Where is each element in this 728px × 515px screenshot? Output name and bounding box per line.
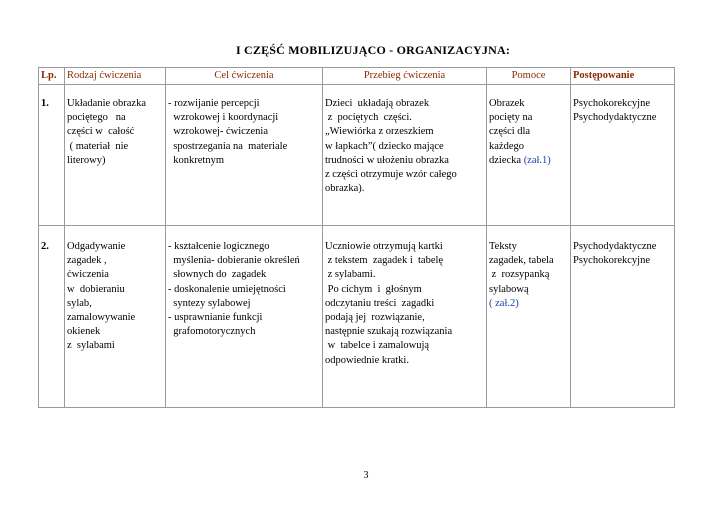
cell-text-line: Obrazek [489,98,525,109]
cell-text-line: pociętego na [67,112,126,124]
cell-text-line [489,154,568,168]
cell-text-line: podają jej rozwiązanie, [325,312,425,324]
cell-przebieg [323,85,487,226]
cell-text-line: Po cichym i głośnym [325,283,422,295]
cell-text-line: wzrokowej i koordynacji [168,112,279,124]
table-row [39,85,675,226]
cell-text-line: Układanie obrazka [67,98,147,109]
cell-text-fragment: dziecka [489,154,524,166]
row-number: 2. [41,241,49,252]
cell-text-line: Dzieci układają obrazek [325,98,430,109]
cell-cel [166,226,323,408]
cell-text-line: w tabelce i zamalowują [325,340,430,352]
cell-text-line: Psychodydaktyczne [573,241,657,252]
cell-text-line: Psychokorekcyjne [573,98,650,109]
cell-text-line: z rozsypanką [489,269,550,281]
cell-text-line: ćwiczenia [67,269,109,281]
cell-text-line: części dla [489,126,531,138]
cell-text-line: trudności w ułożeniu obrazka [325,154,449,166]
cell-text-line: - kształcenie logicznego [168,241,270,252]
cell-text-line: z pociętych części. [325,112,412,124]
exercise-table [38,67,675,408]
cell-text-line: - usprawnianie funkcji [168,312,263,324]
cell-text-line: spostrzegania na materiale [168,140,288,152]
cell-text-line: „Wiewiórka z orzeszkiem [325,126,434,138]
cell-text-line: okienek [67,326,101,338]
column-header-rodzaj: Rodzaj ćwiczenia [65,68,166,85]
cell-przebieg [323,226,487,408]
cell-text-line: Teksty [489,241,517,252]
cell-text-line: z tekstem zagadek i tabelę [325,255,444,267]
cell-cel [166,85,323,226]
column-header-pomoce: Pomoce [487,68,571,85]
table-row [39,226,675,408]
cell-text-line: słownych do zagadek [168,269,267,281]
column-header-lp: Lp. [39,68,65,85]
cell-text-line: grafomotorycznych [168,326,256,338]
cell-text-line: syntezy sylabowej [168,297,251,309]
cell-text-line: - doskonalenie umiejętności [168,283,286,295]
cell-pomoce [487,85,571,226]
cell-text-line: następnie szukają rozwiązania [325,326,453,338]
attachment-reference: ( zał.2) [489,297,519,309]
cell-text-line: sylabową [489,283,529,295]
page-number: 3 [363,470,369,481]
cell-rodzaj [65,226,166,408]
column-header-przebieg: Przebieg ćwiczenia [323,68,487,85]
cell-text-line: literowy) [67,154,106,166]
cell-text-line: z części otrzymuje wzór całego [325,169,457,181]
attachment-reference: (zał.1) [523,154,551,166]
cell-text-line: sylab, [67,297,92,309]
cell-text-line: zagadek, tabela [489,255,554,267]
cell-postepowanie [571,85,675,226]
cell-text-line: zamalowywanie [67,312,136,324]
cell-lp [39,85,65,226]
column-header-postepowanie: Postępowanie [571,68,675,85]
row-number: 1. [41,98,49,109]
cell-rodzaj [65,85,166,226]
cell-text-line: Psychodydaktyczne [573,112,657,124]
cell-text-line: z sylabami. [325,269,376,281]
cell-postepowanie [571,226,675,408]
cell-lp [39,226,65,408]
cell-text-line: Odgadywanie [67,241,126,252]
cell-text-line: pocięty na [489,112,533,124]
cell-text-line: w dobieraniu [67,283,125,295]
cell-text-line: ( materiał nie [67,140,129,152]
cell-pomoce [487,226,571,408]
cell-text-line: odczytaniu treści zagadki [325,297,435,309]
cell-text-line: w łapkach”( dziecko mające [325,140,444,152]
cell-text-line: odpowiednie kratki. [325,354,409,366]
cell-text-line: zagadek , [67,255,107,267]
cell-text-line: myślenia- dobieranie określeń [168,255,300,267]
cell-text-line: wzrokowej- ćwiczenia [168,126,268,138]
cell-text-line: Uczniowie otrzymują kartki [325,241,443,252]
table-header-row [39,68,675,85]
cell-text-line: każdego [489,140,524,152]
cell-text-line: części w całość [67,126,135,138]
column-header-cel: Cel ćwiczenia [166,68,323,85]
cell-text-line: konkretnym [168,154,224,166]
page-title: I CZĘŚĆ MOBILIZUJĄCO - ORGANIZACYJNA: [235,43,511,57]
cell-text-line: z sylabami [67,340,115,352]
cell-text-line: - rozwijanie percepcji [168,98,260,109]
cell-text-line: Psychokorekcyjne [573,255,650,267]
cell-text-line: obrazka). [325,183,365,195]
